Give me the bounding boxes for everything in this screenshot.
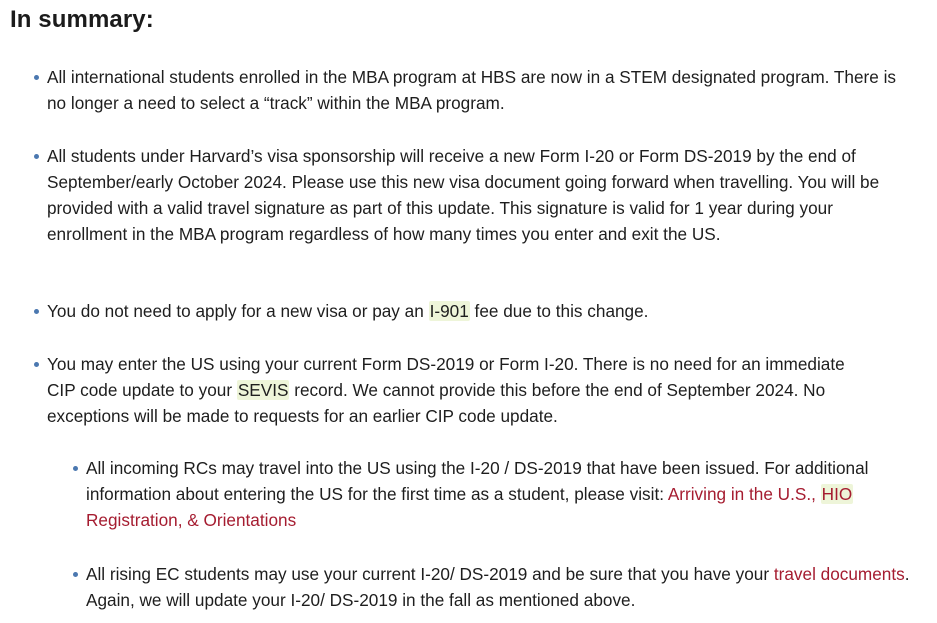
list-item-text: record. We cannot provide this before the end of September 2024. No exceptions will be made to requests for an earlier CIP code update. <box>47 380 826 426</box>
list-item-text: All international students enrolled in the MBA program at HBS are now in a STEM designated program. There is no longer a need to select a “track” within the MBA program. <box>47 67 896 113</box>
list-item-text: All incoming RCs may travel into the US using the I-20 / DS-2019 that have been issued. For additional information about entering the US for the first time as a student, please visit: <box>86 458 869 504</box>
list-item <box>47 64 907 116</box>
travel-documents-link[interactable]: travel documents <box>773 564 905 584</box>
term-sevis: SEVIS <box>237 380 289 400</box>
arriving-link-text[interactable]: Arriving in the U.S., <box>667 484 821 504</box>
term-hio[interactable]: HIO <box>821 484 853 504</box>
sub-list-item <box>86 455 914 533</box>
list-item-text: All students under Harvard’s visa sponsorship will receive a new Form I-20 or Form DS-2019 by the end of September/early October 2024. Please use this new visa document going forward when travelling. You will be provided with a valid travel signature as part of this update. This signature is valid for 1 year during your enrollment in the MBA program regardless of how many times you enter and exit the US. <box>47 146 880 244</box>
bullet-dot-icon <box>34 154 39 159</box>
bullet-dot-icon <box>34 309 39 314</box>
arriving-link-text-2[interactable]: Registration, & Orientations <box>86 510 297 530</box>
summary-heading: In summary: <box>10 6 154 33</box>
list-item-text: All rising EC students may use your current I-20/ DS-2019 and be sure that you have your <box>86 564 774 584</box>
list-item <box>47 351 877 429</box>
list-item-text: You do not need to apply for a new visa or pay an <box>47 301 429 321</box>
bullet-dot-icon <box>73 572 78 577</box>
bullet-dot-icon <box>34 362 39 367</box>
bullet-dot-icon <box>73 466 78 471</box>
list-item-text: You may enter the US using your current Form DS-2019 or Form I-20. There is no need for an immediate CIP code update to your <box>47 354 845 400</box>
sub-list-item <box>86 561 916 613</box>
list-item <box>47 298 907 324</box>
list-item <box>47 143 907 247</box>
bullet-dot-icon <box>34 75 39 80</box>
term-i901: I-901 <box>429 301 469 321</box>
list-item-text: fee due to this change. <box>469 301 649 321</box>
list-item-text: . Again, we will update your I-20/ DS-2019 in the fall as mentioned above. <box>86 564 910 610</box>
